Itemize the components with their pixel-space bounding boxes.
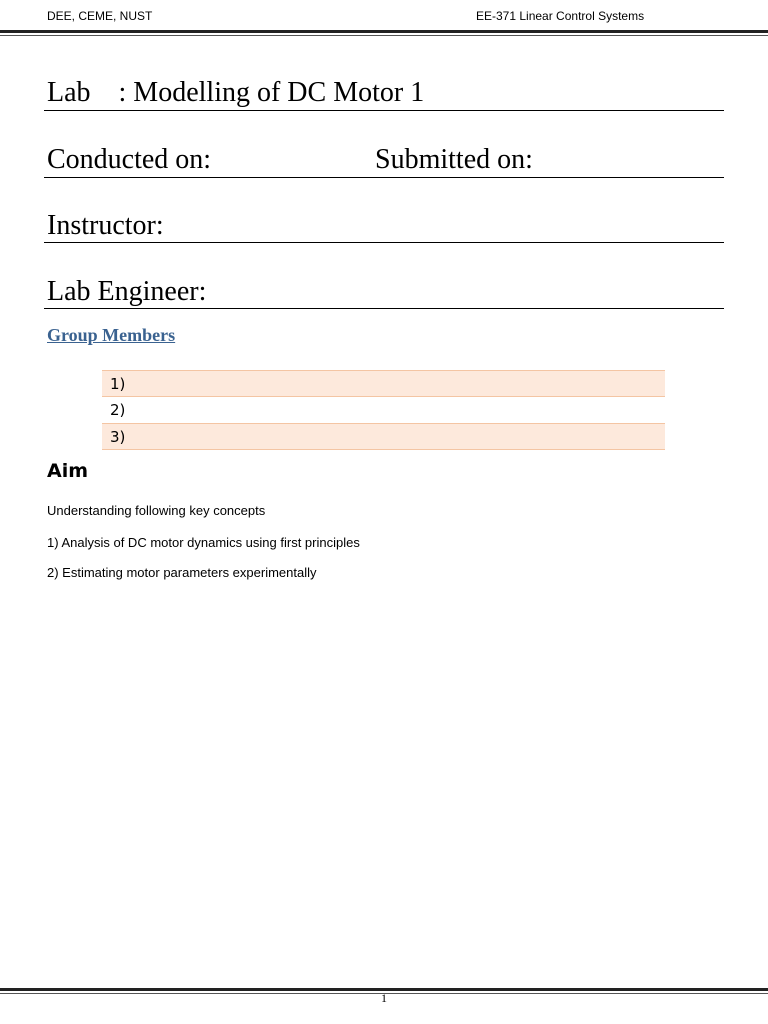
lab-title: Lab : Modelling of DC Motor 1 — [47, 77, 425, 108]
page-number: 1 — [381, 991, 387, 1005]
submitted-on-label: Submitted on: — [375, 144, 533, 175]
aim-item: 2) Estimating motor parameters experimentally — [47, 565, 317, 580]
group-member-row: 2) — [110, 401, 126, 419]
instructor-label: Instructor: — [47, 210, 164, 241]
group-member-row: 1) — [102, 370, 665, 397]
header-department: DEE, CEME, NUST — [47, 9, 153, 23]
lab-engineer-label: Lab Engineer: — [47, 276, 207, 307]
aim-item: 1) Analysis of DC motor dynamics using first principles — [47, 535, 360, 550]
header-course: EE-371 Linear Control Systems — [476, 9, 645, 23]
aim-heading: Aim — [47, 460, 89, 482]
header-rule — [0, 30, 768, 33]
header-rule-thin — [0, 35, 768, 36]
lab-engineer-underline — [44, 308, 724, 309]
lab-title-underline — [44, 110, 724, 111]
dates-underline — [44, 177, 724, 178]
group-members-heading: Group Members — [47, 325, 176, 345]
group-member-row: 3) — [102, 423, 665, 450]
conducted-on-label: Conducted on: — [47, 144, 212, 175]
instructor-underline — [44, 242, 724, 243]
aim-intro: Understanding following key concepts — [47, 503, 266, 518]
